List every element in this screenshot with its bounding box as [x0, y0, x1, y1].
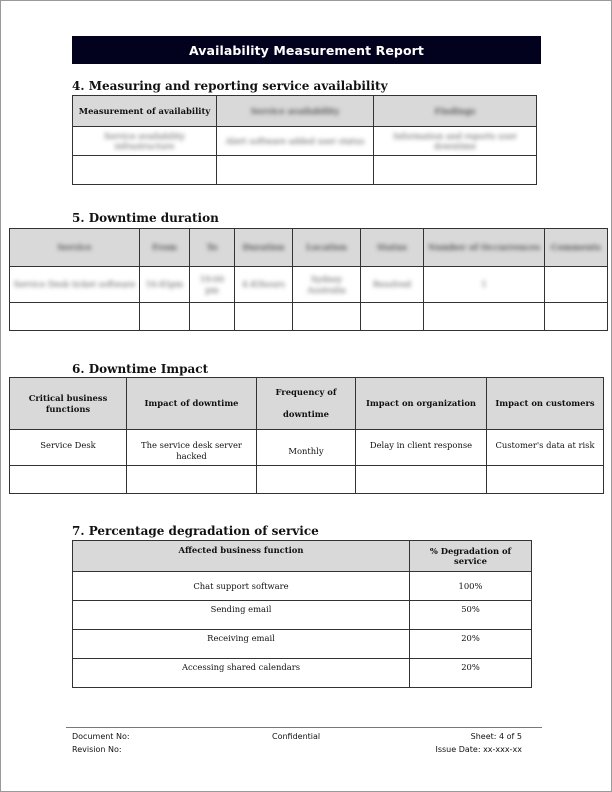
table-cell: Delay in client response	[356, 430, 487, 466]
table-row	[10, 466, 604, 494]
table-cell: Chat support software	[73, 572, 410, 601]
column-header: Measurement of availability	[73, 96, 217, 127]
column-header: Findings	[374, 96, 537, 127]
table-cell	[356, 466, 487, 494]
table-row	[10, 267, 608, 303]
table-cell	[73, 156, 217, 185]
sheet-number: Sheet: 4 of 5	[470, 732, 522, 741]
section-4-title: 4. Measuring and reporting service availability	[72, 79, 388, 93]
table-cell: 100%	[410, 572, 532, 601]
table-cell: Service Desk ticket software	[10, 267, 140, 303]
table-cell: 4.45hours	[235, 267, 293, 303]
column-header: Impact on organization	[356, 378, 487, 430]
section-5-title: 5. Downtime duration	[72, 211, 219, 225]
column-header: Impact on customers	[487, 378, 604, 430]
table-cell: Receiving email	[73, 630, 410, 659]
table-cell: Service Desk	[10, 430, 127, 466]
table-cell: 50%	[410, 601, 532, 630]
table-cell	[10, 303, 140, 331]
table-cell	[257, 466, 356, 494]
table-cell: Information and reports user downtime	[374, 127, 537, 156]
table-cell	[361, 303, 424, 331]
column-header: From	[140, 229, 190, 267]
table-cell	[424, 303, 545, 331]
downtime-impact-table	[9, 377, 604, 494]
table-cell: 1	[424, 267, 545, 303]
table-cell: 20%	[410, 630, 532, 659]
table-row	[73, 659, 532, 688]
column-header: Service availability	[217, 96, 374, 127]
table-cell	[374, 156, 537, 185]
section-6-title: 6. Downtime Impact	[72, 362, 209, 376]
table-row	[73, 601, 532, 630]
column-header: Service	[10, 229, 140, 267]
column-header: Frequency of downtime	[257, 378, 356, 430]
table-row	[73, 572, 532, 601]
table-cell	[545, 267, 608, 303]
table-header-row	[10, 378, 604, 430]
table-row	[10, 303, 608, 331]
column-header: Status	[361, 229, 424, 267]
revision-number: Revision No:	[72, 745, 122, 754]
report-title-bar	[72, 36, 541, 64]
table-cell: Monthly	[257, 430, 356, 466]
table-header-row	[10, 229, 608, 267]
table-cell: Sending email	[73, 601, 410, 630]
table-row	[73, 156, 537, 185]
table-cell	[140, 303, 190, 331]
table-row	[73, 630, 532, 659]
table-row	[73, 127, 537, 156]
table-cell: 20%	[410, 659, 532, 688]
degradation-table	[72, 540, 532, 688]
column-header: % Degradation of service	[410, 541, 532, 572]
column-header: To	[190, 229, 235, 267]
footer-divider	[66, 727, 542, 728]
table-cell: Accessing shared calendars	[73, 659, 410, 688]
column-header: Duration	[235, 229, 293, 267]
table-cell: Customer's data at risk	[487, 430, 604, 466]
table-cell	[545, 303, 608, 331]
table-header-row	[73, 96, 537, 127]
table-cell	[190, 303, 235, 331]
table-cell: Resolved	[361, 267, 424, 303]
downtime-duration-table	[9, 228, 608, 331]
table-cell	[10, 466, 127, 494]
table-cell: 19:00 pm	[190, 267, 235, 303]
column-header: Location	[293, 229, 361, 267]
table-cell	[235, 303, 293, 331]
section-7-title: 7. Percentage degradation of service	[72, 524, 319, 538]
column-header: Number of Occurrences	[424, 229, 545, 267]
table-cell	[127, 466, 257, 494]
confidential-label: Confidential	[272, 732, 321, 741]
column-header: Affected business function	[73, 541, 410, 572]
column-header: Impact of downtime	[127, 378, 257, 430]
table-cell	[487, 466, 604, 494]
table-cell: Alert software added user status	[217, 127, 374, 156]
column-header: Critical business functions	[10, 378, 127, 430]
table-row	[10, 430, 604, 466]
report-title: Availability Measurement Report	[188, 42, 425, 58]
table-cell	[293, 303, 361, 331]
table-cell: Service availability infrastructure	[73, 127, 217, 156]
column-header: Comments	[545, 229, 608, 267]
table-cell: The service desk server hacked	[127, 430, 257, 466]
table-header-row	[73, 541, 532, 572]
document-number: Document No:	[72, 732, 130, 741]
table-cell: 16:45pm	[140, 267, 190, 303]
table-cell: Sydney Australia	[293, 267, 361, 303]
availability-table	[72, 95, 537, 185]
table-cell	[217, 156, 374, 185]
issue-date: Issue Date: xx-xxx-xx	[435, 745, 522, 754]
